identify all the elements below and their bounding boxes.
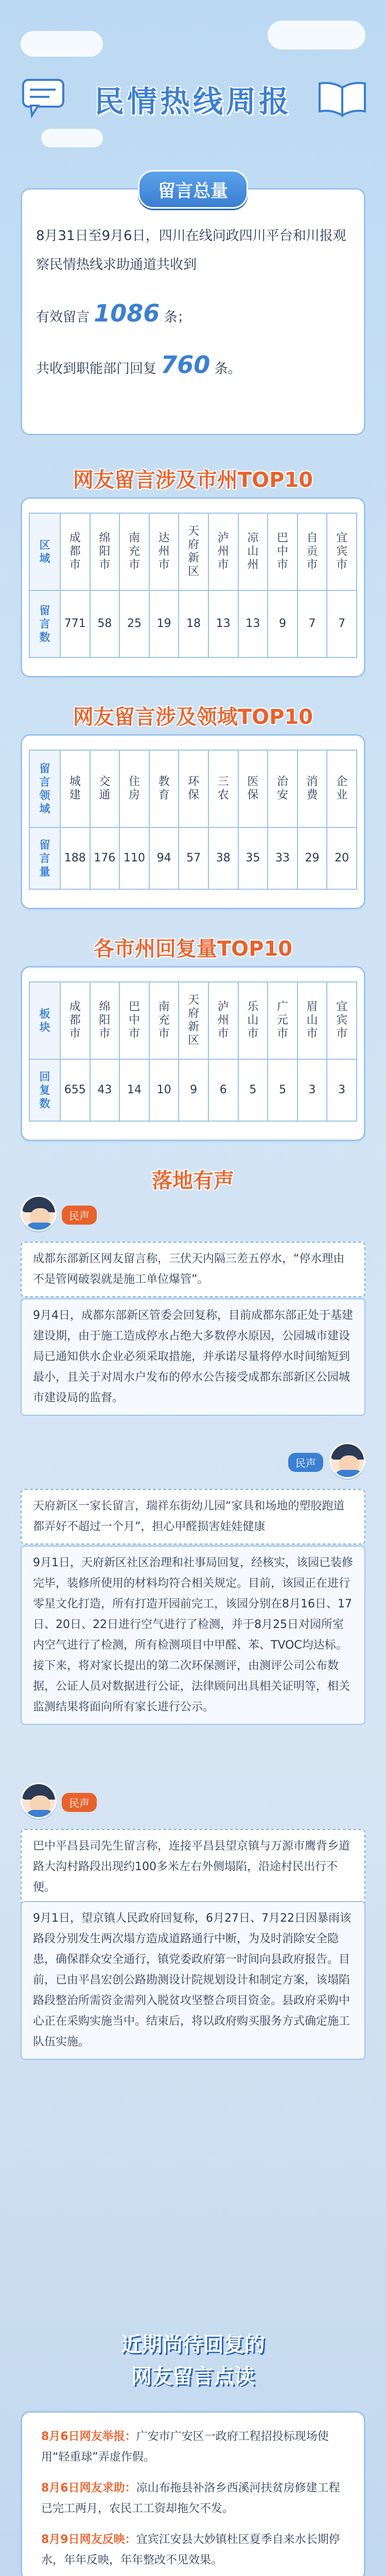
domain-count: 35	[238, 827, 268, 889]
domain-count: 33	[268, 827, 297, 889]
domain-cell: 环保	[179, 750, 208, 827]
city-count: 18	[179, 590, 208, 657]
city-count: 9	[268, 590, 297, 657]
pending-title-line1: 近期尚待回复的	[121, 2333, 265, 2357]
board-cell: 泸州市	[208, 982, 238, 1059]
cloud-decoration	[268, 21, 365, 49]
header	[0, 0, 386, 185]
city-cell: 南充市	[119, 513, 149, 590]
domain-section-title: 网友留言涉及领域TOP10	[73, 705, 313, 729]
summary-intro: 8月31日至9月6日，四川在线问政四川平台和川报观察民情热线求助通道共收到	[36, 228, 346, 273]
reply-suffix: 条。	[214, 361, 241, 377]
grassroots-section-title: 落地有声	[152, 1169, 234, 1193]
domain-cell: 三农	[208, 750, 238, 827]
pending-item: 8月6日网友举报：广安市广安区一政府工程招投标现场使用“轻重球”弄虚作假。	[41, 2430, 329, 2464]
reply-section-title: 各市州回复量TOP10	[93, 937, 293, 961]
board-cell: 绵阳市	[90, 982, 120, 1059]
domain-count: 29	[297, 827, 327, 889]
reply-count: 655	[60, 1059, 90, 1121]
domain-count: 94	[149, 827, 179, 889]
city-cell: 自贡市	[297, 513, 327, 590]
domain-row-label: 留言领域	[29, 750, 60, 827]
city-cell: 巴中市	[268, 513, 297, 590]
board-cell: 成都市	[60, 982, 90, 1059]
city-cell: 天府新区	[179, 513, 208, 590]
domain-count: 20	[327, 827, 357, 889]
citizen-avatar	[329, 1443, 365, 1479]
reply-message-1: 9月4日，成都东部新区管委会回复称，目前成都东部正处于基建建设期，由于施工造成停水占绝大多数停水原因，公园城市建设局已通知供水企业必须采取措施，并承诺尽量将停水时间缩短到最小，且关于对周水户发布的停水公告接受成都东部新区公园城市建设局的监督。	[21, 1298, 365, 1416]
domain-count: 57	[179, 827, 208, 889]
city-count: 19	[149, 590, 179, 657]
citizen-tag: 民声	[62, 1206, 97, 1225]
city-count: 58	[90, 590, 120, 657]
city-cell: 凉山州	[238, 513, 268, 590]
city-section-title: 网友留言涉及市州TOP10	[73, 468, 313, 492]
page-title: 民情热线周报	[94, 84, 292, 119]
citizen-avatar	[21, 1195, 57, 1231]
city-cell: 泸州市	[208, 513, 238, 590]
board-cell: 眉山市	[297, 982, 327, 1059]
board-cell: 乐山市	[238, 982, 268, 1059]
city-table	[29, 513, 357, 658]
cloud-decoration	[21, 31, 103, 57]
reply-count: 14	[119, 1059, 149, 1121]
reply-count: 9	[179, 1059, 208, 1121]
domain-count: 38	[208, 827, 238, 889]
citizen-message-1: 成都东部新区网友留言称，三伏天内隔三差五停水，“停水理由不是管网破裂就是施工单位爆管”。	[21, 1242, 365, 1297]
domain-count: 176	[90, 827, 120, 889]
citizen-tag: 民声	[62, 1793, 97, 1812]
reply-count: 5	[238, 1059, 268, 1121]
citizen-message-3: 巴中平昌县司先生留言称，连接平昌县望京镇与万源市鹰背乡道路大沟村路段出现约100多米左右外侧塌陷，沿途村民出行不便。	[21, 1829, 365, 1905]
reply-count: 760	[161, 351, 210, 379]
city-cell: 宜宾市	[327, 513, 357, 590]
pending-item: 8月6日网友求助：凉山布拖县补洛乡西溪河扶贫房修建工程已完工两月，农民工工资却拖欠不发。	[41, 2482, 340, 2515]
reply-count: 3	[297, 1059, 327, 1121]
domain-cell: 交通	[90, 750, 120, 827]
domain-cell: 住房	[119, 750, 149, 827]
city-count: 7	[327, 590, 357, 657]
domain-cell: 消费	[297, 750, 327, 827]
valid-suffix: 条；	[164, 310, 191, 325]
city-count: 13	[238, 590, 268, 657]
board-cell: 南充市	[149, 982, 179, 1059]
reply-count: 43	[90, 1059, 120, 1121]
board-cell: 宜宾市	[327, 982, 357, 1059]
city-count: 771	[60, 590, 90, 657]
citizen-tag: 民声	[288, 1453, 323, 1472]
domain-table	[29, 750, 357, 890]
domain-count: 110	[119, 827, 149, 889]
reply-message-3: 9月1日，望京镇人民政府回复称，6月27日、7月22日因暴雨该路段分别发生两次塌方造成道路通行中断，为及时消除安全隐患，确保群众安全通行，镇党委政府第一时间向县政府报告。目前，已由平昌宏创公路勘测设计院规划设计和制定方案，该塌陷路段整治所需资金需列入脱贫攻坚整合项目资金。县政府采购中心正在采购实施当中。结束后，将以政府购买服务方式确定施工队伍实施。	[21, 1901, 365, 2060]
domain-cell: 城建	[60, 750, 90, 827]
reply-count: 6	[208, 1059, 238, 1121]
board-cell: 巴中市	[119, 982, 149, 1059]
reply-count: 10	[149, 1059, 179, 1121]
domain-cell: 教育	[149, 750, 179, 827]
reply-table	[29, 981, 357, 1122]
reply-count: 5	[268, 1059, 297, 1121]
domain-cell: 医保	[238, 750, 268, 827]
city-count-label: 留言数	[29, 590, 60, 657]
city-count: 25	[119, 590, 149, 657]
domain-cell: 企业	[327, 750, 357, 827]
reply-count-label: 回复数	[29, 1059, 60, 1121]
valid-count: 1086	[94, 299, 160, 327]
city-row-label: 区域	[29, 513, 60, 590]
city-count: 7	[297, 590, 327, 657]
valid-prefix: 有效留言	[36, 310, 90, 325]
pending-title	[0, 2329, 386, 2393]
citizen-message-2: 天府新区一家长留言，瑞祥东街幼儿园“家具和场地的塑胶跑道都弄好不超过一个月”，担心甲醛损害娃娃健康	[21, 1489, 365, 1545]
pending-title-line2: 网友留言点读	[131, 2365, 255, 2388]
reply-message-2: 9月1日，天府新区社区治理和社事局回复，经核实，该园已装修完毕，装修所使用的材料均符合相关规定。目前，该园正在进行零星文化打造，所有打造开园前完工，该园分别在8月16日、17日、20日、22日进行空气进行了检测，并于8月25日对园所室内空气进行了检测，所有检测项目中甲醛、苯、TVOC均达标。接下来，将对家长提出的第二次环保测评，由测评公司公布数据，公证人员对数据进行公证，法律顾问出具相关证明等，相关监测结果将面向所有家长进行公示。	[21, 1546, 365, 1725]
summary-section-title: 留言总量	[138, 170, 248, 209]
summary-reply-line	[36, 350, 350, 383]
domain-count: 188	[60, 827, 90, 889]
citizen-avatar	[21, 1783, 57, 1819]
domain-count-label: 留言量	[29, 827, 60, 889]
city-cell: 绵阳市	[90, 513, 120, 590]
city-cell: 达州市	[149, 513, 179, 590]
city-cell: 成都市	[60, 513, 90, 590]
summary-valid-line	[36, 299, 350, 332]
board-cell: 广元市	[268, 982, 297, 1059]
reply-count: 3	[327, 1059, 357, 1121]
reply-row-label: 板块	[29, 982, 60, 1059]
cloud-decoration	[41, 129, 103, 147]
city-count: 13	[208, 590, 238, 657]
domain-cell: 治安	[268, 750, 297, 827]
reply-prefix: 共收到职能部门回复	[36, 361, 157, 377]
pending-item: 8月9日网友反映：宜宾江安县大妙镇杜区夏季自来水长期停水，年年反映，年年整改不见效果。	[41, 2533, 340, 2567]
board-cell: 天府新区	[179, 982, 208, 1059]
